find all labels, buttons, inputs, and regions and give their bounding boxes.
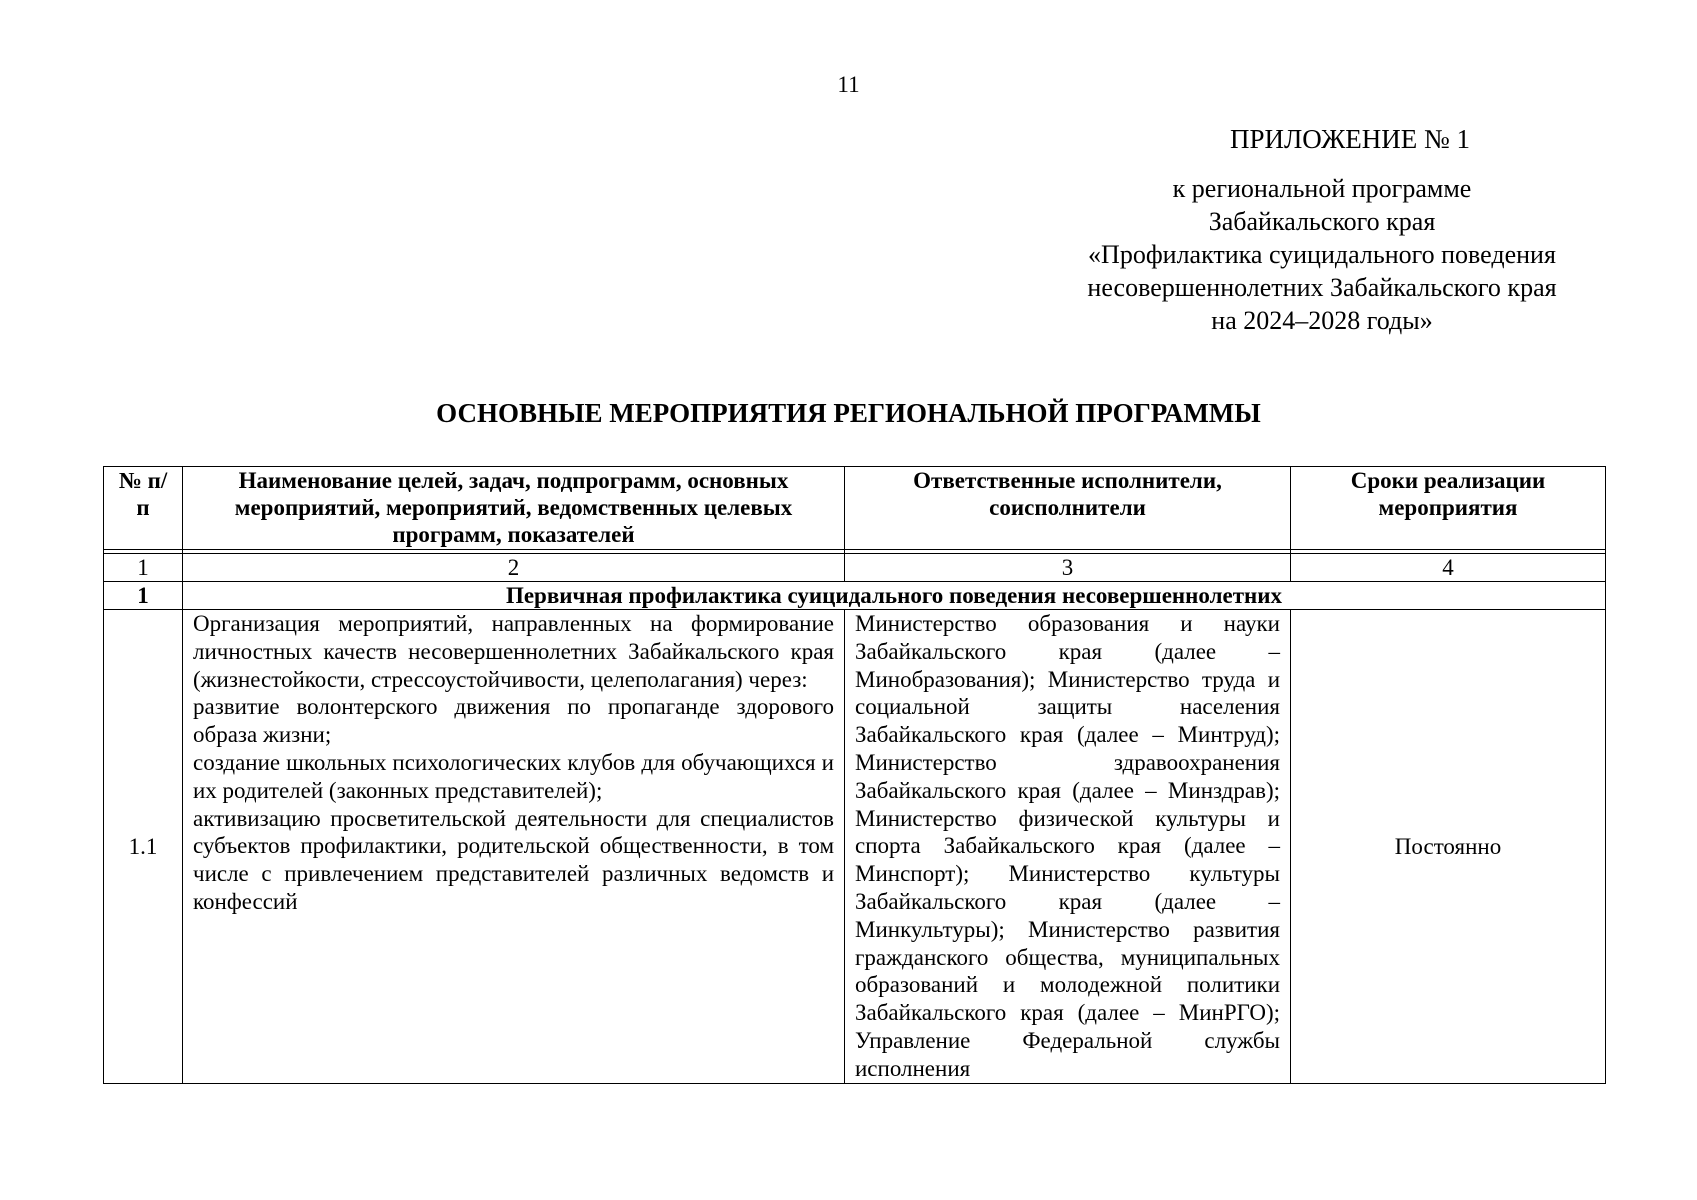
header-term: Сроки реализации мероприятия <box>1291 467 1606 550</box>
activities-table <box>103 466 1606 1084</box>
column-number: 1 <box>104 554 183 582</box>
appendix-subtitle-line: к региональной программе <box>1172 174 1472 203</box>
appendix-subtitle <box>1022 172 1622 337</box>
column-number: 4 <box>1291 554 1606 582</box>
column-number: 3 <box>845 554 1291 582</box>
section-row <box>104 582 1606 610</box>
header-responsible: Ответственные исполнители, соисполнители <box>845 467 1291 550</box>
header-name: Наименование целей, задач, подпрограмм, основных мероприятий, мероприятий, ведомственных целевых программ, показателей <box>183 467 845 550</box>
row-description: Организация мероприятий, направленных на формирование личностных качеств несовершеннолетних Забайкальского края (жизнестойкости, стрессоустойчивости, целеполагания) через: развитие волонтерского движения по пропаганде здорового образа жизни; создание школьных психологических клубов для обучающихся и их родителей (законных представителей); активизацию просветительской деятельности для специалистов субъектов профилактики, родительской общественности, в том числе с привлечением представителей различных ведомств и конфессий <box>183 610 845 1084</box>
appendix-subtitle-line: на 2024–2028 годы» <box>1211 306 1433 335</box>
row-responsible: Министерство образования и науки Забайкальского края (далее – Минобразования); Министерство труда и социальной защиты населения Забайкальского края (далее – Минтруд); Министерство здравоохранения Забайкальского края (далее – Минздрав); Министерство физической культуры и спорта Забайкальского края (далее – Минспорт); Министерство культуры Забайкальского края (далее – Минкультуры); Министерство развития гражданского общества, муниципальных образований и молодежной политики Забайкальского края (далее – МинРГО); Управление Федеральной службы исполнения <box>845 610 1291 1084</box>
appendix-subtitle-line: «Профилактика суицидального поведения <box>1088 240 1556 269</box>
page-number: 11 <box>837 72 860 97</box>
row-number: 1.1 <box>104 610 183 1084</box>
appendix-title: ПРИЛОЖЕНИЕ № 1 <box>1229 124 1471 154</box>
column-number: 2 <box>183 554 845 582</box>
section-number: 1 <box>104 582 183 610</box>
header-number: № п/п <box>104 467 183 550</box>
column-numbers-row <box>104 554 1606 582</box>
appendix-subtitle-line: Забайкальского края <box>1208 207 1436 236</box>
appendix-subtitle-line: несовершеннолетних Забайкальского края <box>1087 273 1557 302</box>
document-title: ОСНОВНЫЕ МЕРОПРИЯТИЯ РЕГИОНАЛЬНОЙ ПРОГРАММЫ <box>436 398 1261 428</box>
table-header-row <box>104 467 1606 550</box>
section-title: Первичная профилактика суицидального поведения несовершеннолетних <box>183 582 1606 610</box>
table-row <box>104 610 1606 1084</box>
row-term: Постоянно <box>1291 610 1606 1084</box>
